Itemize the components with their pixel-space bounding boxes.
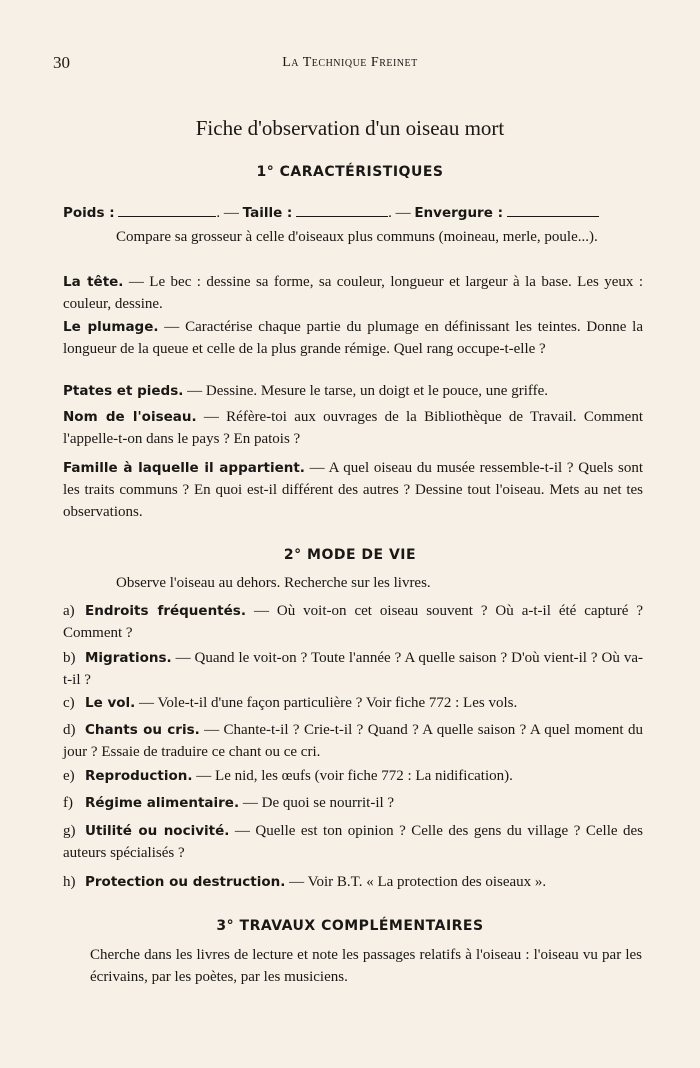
nom-entry (63, 406, 643, 450)
item-text: — De quoi se nourrit-il ? (242, 795, 395, 811)
list-marker: d) (63, 722, 76, 738)
item-label: Reproduction. (85, 768, 193, 784)
item-label: Endroits fréquentés. (85, 603, 246, 619)
famille-entry (63, 457, 643, 523)
list-marker: a) (63, 603, 75, 619)
item-text: — Où voit-on cet oiseau souvent ? Où a-t-il été capturé ? Comment ? (63, 603, 644, 641)
nom-label: Nom de l'oiseau. (63, 409, 197, 425)
mode-de-vie-intro: Observe l'oiseau au dehors. Recherche sur les livres. (116, 575, 431, 591)
list-item (63, 647, 643, 691)
item-text: — Quelle est ton opinion ? Celle des gens du village ? Celle des auteurs spécialisés ? (63, 823, 644, 861)
envergure-label: Envergure : (414, 205, 503, 221)
list-marker: e) (63, 768, 75, 784)
list-item (63, 692, 643, 714)
envergure-blank[interactable] (507, 204, 599, 217)
section-heading-travaux: 3° TRAVAUX COMPLÉMENTAIRES (216, 918, 484, 934)
page-number: 30 (53, 53, 70, 72)
item-text: — Voir B.T. « La protection des oiseaux ». (289, 874, 547, 890)
taille-blank[interactable] (296, 204, 388, 217)
separator: . — (216, 205, 239, 221)
list-item (63, 792, 643, 814)
list-item (63, 719, 643, 763)
list-marker: f) (63, 795, 73, 811)
famille-text: — A quel oiseau du musée ressemble-t-il ? Quels sont les traits communs ? En quoi est-il différent des autres ? Dessine tout l'oiseau. Mets au net tes observations. (63, 460, 643, 520)
list-item (63, 871, 643, 893)
item-text: — Vole-t-il d'une façon particulière ? Voir fiche 772 : Les vols. (139, 695, 518, 711)
plumage-text: — Caractérise chaque partie du plumage en définissant les teintes. Donne la longueur de la queue et celle de la plus grande rémige. Quel rang occupe-t-elle ? (63, 319, 643, 357)
pattes-text: — Dessine. Mesure le tarse, un doigt et le pouce, une griffe. (187, 383, 549, 399)
poids-label: Poids : (63, 205, 115, 221)
list-marker: h) (63, 874, 76, 890)
list-item (63, 600, 643, 644)
plumage-entry (63, 316, 643, 360)
item-label: Régime alimentaire. (85, 795, 240, 811)
tete-label: La tête. (63, 274, 124, 290)
tete-text: — Le bec : dessine sa forme, sa couleur, longueur et largeur à la base. Les yeux : couleur, dessine. (63, 274, 643, 312)
travaux-text: Cherche dans les livres de lecture et note les passages relatifs à l'oiseau : l'oiseau vu par les écrivains, par les poètes, par les musiciens. (90, 947, 642, 985)
poids-blank[interactable] (118, 204, 216, 217)
nom-text: — Réfère-toi aux ouvrages de la Bibliothèque de Travail. Comment l'appelle-t-on dans le pays ? En patois ? (63, 409, 643, 447)
section-heading-mode-de-vie: 2° MODE DE VIE (283, 547, 417, 563)
list-item (63, 765, 643, 787)
list-marker: c) (63, 695, 75, 711)
famille-label: Famille à laquelle il appartient. (63, 460, 305, 476)
item-label: Le vol. (85, 695, 136, 711)
item-label: Protection ou destruction. (85, 874, 286, 890)
section-heading-caracteristiques: 1° CARACTÉRISTIQUES (256, 164, 444, 180)
taille-label: Taille : (242, 205, 293, 221)
tete-entry (63, 271, 643, 315)
list-item (63, 820, 643, 864)
item-label: Utilité ou nocivité. (85, 823, 230, 839)
plumage-label: Le plumage. (63, 319, 159, 335)
poids-text: Compare sa grosseur à celle d'oiseaux plus communs (moineau, merle, poule...). (116, 229, 598, 245)
list-marker: b) (63, 650, 76, 666)
pattes-entry (63, 380, 643, 402)
list-marker: g) (63, 823, 76, 839)
item-text: — Chante-t-il ? Crie-t-il ? Quand ? A quelle saison ? A quel moment du jour ? Essaie de traduire ce chant ou ce cri. (63, 722, 643, 760)
item-text: — Le nid, les œufs (voir fiche 772 : La nidification). (196, 768, 513, 784)
running-title: La Technique Freinet (282, 55, 418, 70)
item-label: Migrations. (85, 650, 172, 666)
measure-line (63, 203, 599, 223)
item-label: Chants ou cris. (85, 722, 200, 738)
page-title: Fiche d'observation d'un oiseau mort (195, 116, 505, 140)
pattes-label: Ptates et pieds. (63, 383, 184, 399)
item-text: — Quand le voit-on ? Toute l'année ? A quelle saison ? D'où vient-il ? Où va-t-il ? (63, 650, 643, 688)
separator: . — (388, 205, 411, 221)
